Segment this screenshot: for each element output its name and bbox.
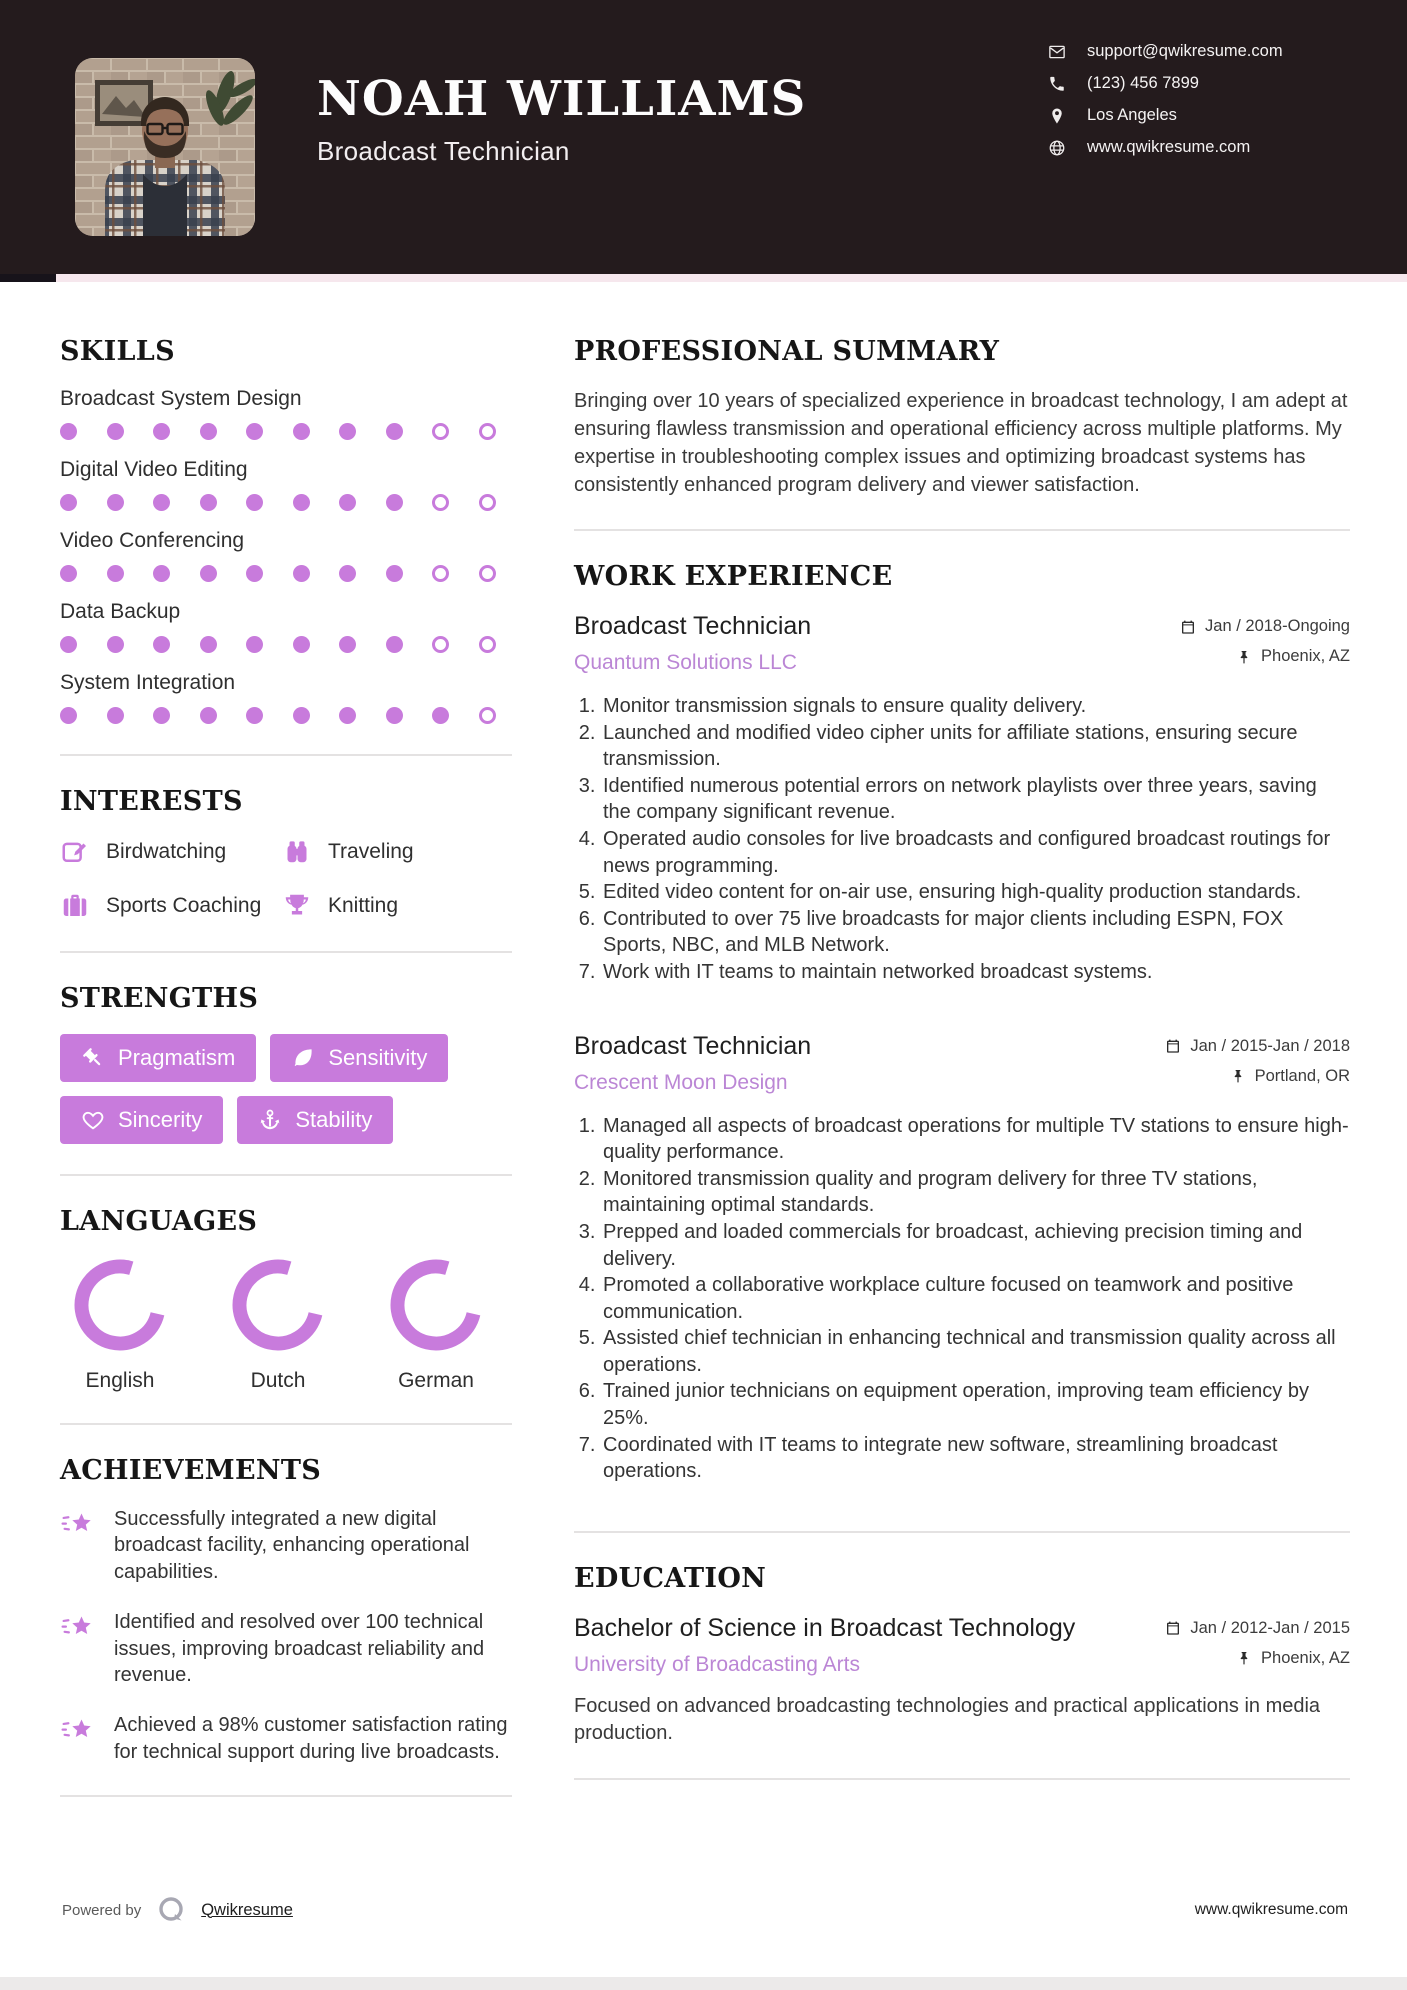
dot-filled — [386, 707, 403, 724]
interests-section — [60, 786, 512, 921]
education-meta — [1165, 1614, 1350, 1668]
strength-badge — [237, 1096, 393, 1144]
sidebar — [60, 336, 512, 1827]
job-head — [574, 612, 1350, 675]
dot-filled — [153, 423, 170, 440]
achievement-item — [60, 1609, 512, 1688]
job-meta — [1165, 1032, 1350, 1086]
experience-heading: WORK EXPERIENCE — [574, 561, 893, 592]
bullet-item: 4. Operated audio consoles for live broadcasts and configured broadcast routings for news programming. — [601, 826, 1350, 879]
strengths-section — [60, 983, 512, 1144]
divider — [574, 1531, 1350, 1533]
summary-heading: PROFESSIONAL SUMMARY — [574, 336, 1000, 367]
job-bullets — [574, 693, 1350, 986]
strength-label: Sensitivity — [328, 1045, 428, 1070]
dot-filled — [339, 636, 356, 653]
job-meta — [1180, 612, 1350, 666]
star-shooting-icon — [60, 1714, 96, 1750]
pin-icon — [1236, 649, 1252, 665]
education-head — [574, 1614, 1350, 1677]
job-head — [574, 1032, 1350, 1095]
interest-item — [60, 837, 276, 867]
qwikresume-logo-icon — [154, 1893, 188, 1927]
footer — [62, 1893, 1348, 1927]
job — [574, 612, 1350, 986]
dot-filled — [293, 565, 310, 582]
leaf-icon — [291, 1046, 315, 1070]
job-head-left — [574, 612, 811, 675]
skill-item — [60, 387, 512, 440]
language-item — [218, 1257, 338, 1393]
skill-item — [60, 458, 512, 511]
binoculars-icon — [282, 837, 312, 867]
education-section — [574, 1563, 1350, 1748]
dot-filled — [386, 636, 403, 653]
skill-label: Broadcast System Design — [60, 387, 302, 410]
education-description: Focused on advanced broadcasting technologies and practical applications in media production. — [574, 1694, 1321, 1745]
interest-label: Sports Coaching — [106, 894, 262, 917]
powered-by — [62, 1893, 293, 1927]
languages-heading: LANGUAGES — [60, 1206, 258, 1237]
dot-empty — [479, 423, 496, 440]
education-location: Phoenix, AZ — [1261, 1648, 1350, 1667]
education-heading: EDUCATION — [574, 1562, 767, 1594]
job-title: Broadcast Technician — [574, 612, 812, 640]
contact-text: www.qwikresume.com — [1087, 138, 1251, 156]
bullet-item: 3. Identified numerous potential errors on network playlists over three years, saving the company significant revenue. — [601, 773, 1350, 826]
bullet-item: 2. Launched and modified video cipher units for affiliate stations, ensuring secure transmission. — [601, 720, 1350, 773]
star-shooting-icon — [60, 1508, 96, 1544]
job-company: Crescent Moon Design — [574, 1070, 788, 1094]
contact-row[interactable] — [1048, 42, 1283, 61]
skill-label: Data Backup — [60, 600, 181, 623]
dot-filled — [107, 423, 124, 440]
skill-item — [60, 529, 512, 582]
bullet-item: 7. Coordinated with IT teams to integrate new software, streamlining broadcast operations. — [601, 1432, 1350, 1485]
skills-heading: SKILLS — [60, 336, 175, 367]
gavel-icon — [81, 1046, 105, 1070]
contact-row[interactable] — [1048, 74, 1283, 93]
calendar-icon — [1180, 619, 1196, 635]
job-company: Quantum Solutions LLC — [574, 651, 797, 674]
star-shooting-icon — [60, 1611, 96, 1647]
job-date: Jan / 2015-Jan / 2018 — [1190, 1036, 1350, 1055]
dot-filled — [200, 423, 217, 440]
language-label: English — [85, 1369, 155, 1392]
contact-text: Los Angeles — [1087, 106, 1177, 124]
divider — [60, 754, 512, 756]
bullet-item: 5. Assisted chief technician in enhancing technical and transmission quality across all operations. — [601, 1325, 1350, 1378]
bullet-item: 1. Monitor transmission signals to ensure quality delivery. — [601, 693, 1350, 720]
job-date: Jan / 2018-Ongoing — [1205, 617, 1350, 635]
footer-site-link[interactable]: www.qwikresume.com — [1194, 1901, 1348, 1918]
dot-filled — [246, 565, 263, 582]
contact-row[interactable] — [1048, 106, 1283, 125]
bullet-item: 2. Monitored transmission quality and program delivery for three TV stations, maintaining optimal standards. — [601, 1166, 1350, 1219]
jobs-list — [574, 612, 1350, 1485]
dot-empty — [432, 636, 449, 653]
skill-item — [60, 600, 512, 653]
job-date-row — [1180, 617, 1350, 636]
dot-filled — [60, 636, 77, 653]
education-date-row — [1165, 1619, 1350, 1638]
achievement-text: Successfully integrated a new digital broadcast facility, enhancing operational capabilities. — [114, 1508, 470, 1583]
interest-label: Knitting — [328, 894, 399, 917]
dot-filled — [200, 636, 217, 653]
header-shadow — [0, 274, 1407, 282]
dot-filled — [60, 707, 77, 724]
bullet-item: 6. Contributed to over 75 live broadcasts for major clients including ESPN, FOX Sports, NBC, and MLB Network. — [601, 906, 1350, 959]
dot-filled — [200, 707, 217, 724]
job-location: Portland, OR — [1254, 1066, 1350, 1085]
bullet-item: 1. Managed all aspects of broadcast operations for multiple TV stations to ensure high-quality performance. — [601, 1113, 1350, 1166]
dot-filled — [60, 423, 77, 440]
main-content — [0, 282, 1407, 1827]
dot-filled — [386, 494, 403, 511]
dot-empty — [432, 565, 449, 582]
dot-filled — [293, 423, 310, 440]
location-icon — [1048, 107, 1066, 125]
divider — [60, 1795, 512, 1797]
language-item — [376, 1257, 496, 1393]
language-ring — [60, 1257, 180, 1353]
bullet-item: 3. Prepped and loaded commercials for broadcast, achieving precision timing and delivery. — [601, 1219, 1350, 1272]
strength-label: Pragmatism — [118, 1045, 236, 1070]
languages-section — [60, 1206, 512, 1393]
dot-filled — [339, 494, 356, 511]
divider — [60, 1174, 512, 1176]
skills-section — [60, 336, 512, 724]
dot-filled — [293, 707, 310, 724]
dot-filled — [339, 423, 356, 440]
skill-item — [60, 671, 512, 724]
skill-dots — [60, 636, 496, 653]
bullet-item: 7. Work with IT teams to maintain networked broadcast systems. — [601, 959, 1350, 986]
interest-item — [282, 891, 512, 921]
job-head-left — [574, 1032, 811, 1095]
calendar-icon — [1165, 1620, 1181, 1636]
dot-filled — [293, 636, 310, 653]
phone-icon — [1048, 75, 1066, 93]
language-ring — [218, 1257, 338, 1353]
strength-label: Stability — [295, 1107, 373, 1132]
job — [574, 1032, 1350, 1485]
identity-block — [317, 71, 807, 167]
dot-empty — [479, 636, 496, 653]
pin-icon — [1230, 1068, 1246, 1084]
dot-filled — [246, 707, 263, 724]
qwikresume-brand-link[interactable]: Qwikresume — [201, 1900, 293, 1919]
dot-filled — [60, 494, 77, 511]
job-title: Broadcast Technician — [574, 1031, 812, 1060]
dot-filled — [153, 707, 170, 724]
language-label: Dutch — [250, 1369, 306, 1392]
bullet-item: 4. Promoted a collaborative workplace culture focused on teamwork and positive communication. — [601, 1272, 1350, 1325]
powered-by-label: Powered by — [62, 1901, 142, 1919]
achievements-list — [60, 1506, 512, 1765]
degree-title: Bachelor of Science in Broadcast Technology — [574, 1613, 1076, 1642]
strengths-list — [60, 1034, 512, 1144]
school-name: University of Broadcasting Arts — [574, 1652, 860, 1676]
heart-icon — [81, 1108, 105, 1132]
contact-text: support@qwikresume.com — [1087, 42, 1283, 60]
skill-label: Video Conferencing — [60, 529, 245, 552]
main-column — [574, 336, 1350, 1827]
dot-filled — [200, 494, 217, 511]
dot-filled — [60, 565, 77, 582]
skill-dots — [60, 494, 496, 511]
achievement-text: Identified and resolved over 100 technical issues, improving broadcast reliability and revenue. — [114, 1611, 485, 1686]
divider — [60, 951, 512, 953]
dot-filled — [107, 636, 124, 653]
interest-item — [60, 891, 276, 921]
skill-dots — [60, 423, 496, 440]
dot-filled — [153, 494, 170, 511]
globe-icon — [1048, 139, 1066, 157]
education-date: Jan / 2012-Jan / 2015 — [1190, 1618, 1350, 1637]
anchor-icon — [258, 1108, 282, 1132]
email-icon — [1048, 43, 1066, 61]
job-location: Phoenix, AZ — [1261, 647, 1350, 665]
dot-empty — [479, 565, 496, 582]
skill-label: Digital Video Editing — [60, 458, 248, 481]
dot-filled — [339, 565, 356, 582]
briefcase-icon — [60, 891, 90, 921]
dot-filled — [339, 707, 356, 724]
pin-icon — [1236, 1650, 1252, 1666]
dot-filled — [246, 494, 263, 511]
achievement-text: Achieved a 98% customer satisfaction rating for technical support during live broadcasts. — [114, 1714, 508, 1763]
language-label: German — [398, 1369, 474, 1392]
strength-badge — [270, 1034, 448, 1082]
dot-empty — [479, 494, 496, 511]
divider — [574, 529, 1350, 531]
interest-label: Traveling — [328, 840, 414, 863]
person-title: Broadcast Technician — [317, 136, 570, 167]
dot-filled — [246, 636, 263, 653]
achievements-section — [60, 1455, 512, 1765]
bullet-item: 6. Trained junior technicians on equipment operation, improving team efficiency by 25%. — [601, 1378, 1350, 1431]
bottom-strip — [0, 1977, 1407, 1990]
contact-list — [1048, 42, 1283, 157]
job-location-row — [1165, 1067, 1350, 1086]
edit-icon — [60, 837, 90, 867]
interest-item — [282, 837, 512, 867]
person-name: NOAH WILLIAMS — [317, 71, 807, 127]
job-date-row — [1165, 1037, 1350, 1056]
dot-filled — [200, 565, 217, 582]
dot-filled — [107, 707, 124, 724]
languages-list — [60, 1257, 512, 1393]
job-bullets — [574, 1113, 1350, 1485]
achievement-item — [60, 1712, 512, 1765]
header — [0, 0, 1407, 274]
divider — [574, 1778, 1350, 1780]
skill-dots — [60, 565, 496, 582]
strength-badge — [60, 1034, 256, 1082]
trophy-icon — [282, 891, 312, 921]
language-ring — [376, 1257, 496, 1353]
dot-empty — [479, 707, 496, 724]
dot-empty — [432, 494, 449, 511]
strengths-heading: STRENGTHS — [60, 983, 259, 1014]
achievement-item — [60, 1506, 512, 1585]
achievements-heading: ACHIEVEMENTS — [60, 1455, 322, 1486]
job-location-row — [1180, 647, 1350, 666]
dot-filled — [386, 423, 403, 440]
dot-filled — [107, 565, 124, 582]
skill-label: System Integration — [60, 671, 236, 694]
education-location-row — [1165, 1649, 1350, 1668]
dot-filled — [153, 636, 170, 653]
divider — [60, 1423, 512, 1425]
contact-row[interactable] — [1048, 138, 1283, 157]
contact-text: (123) 456 7899 — [1087, 74, 1199, 92]
calendar-icon — [1165, 1038, 1181, 1054]
interests-heading: INTERESTS — [60, 786, 243, 817]
dot-filled — [386, 565, 403, 582]
summary-text: Bringing over 10 years of specialized experience in broadcast technology, I am adept at ensuring flawless transmission and operational efficiency across multiple platforms. My expertise in troubleshooting complex issues and optimizing broadcast systems has consistently enhanced program delivery and viewer satisfaction. — [574, 390, 1348, 496]
profile-photo — [75, 58, 255, 236]
experience-section — [574, 561, 1350, 1485]
dot-filled — [107, 494, 124, 511]
dot-empty — [432, 423, 449, 440]
language-item — [60, 1257, 180, 1393]
interests-list — [60, 837, 512, 921]
summary-section — [574, 336, 1350, 499]
strength-badge — [60, 1096, 223, 1144]
interest-label: Birdwatching — [106, 840, 227, 863]
dot-filled — [246, 423, 263, 440]
skill-dots — [60, 707, 496, 724]
skills-list — [60, 387, 512, 724]
bullet-item: 5. Edited video content for on-air use, ensuring high-quality production standards. — [601, 879, 1350, 906]
dot-filled — [432, 707, 449, 724]
strength-label: Sincerity — [118, 1107, 203, 1132]
dot-filled — [153, 565, 170, 582]
dot-filled — [293, 494, 310, 511]
